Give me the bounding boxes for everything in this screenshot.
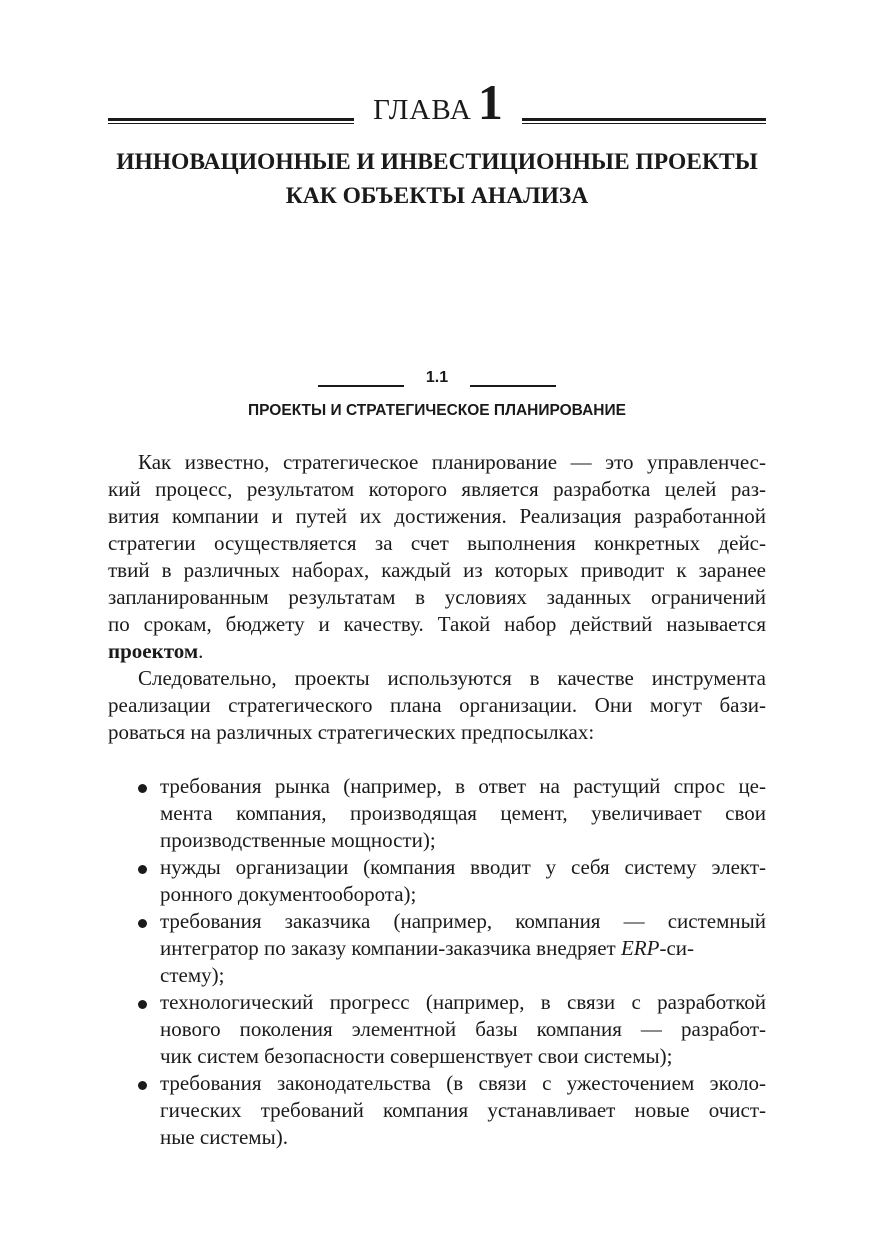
chapter-title (108, 145, 766, 213)
paragraph-line: Как известно, стратегическое планирование — это управленчес- (138, 450, 766, 474)
section-rule-left (318, 385, 404, 387)
list-item-line: ронного документооборота); (160, 882, 417, 906)
list-item-line: нужды организации (компания вводит у себя систему элект- (160, 855, 766, 879)
paragraph-line: кий процесс, результатом которого является разработка целей раз- (108, 477, 766, 501)
list-item-text: интегратор по заказу компании-заказчика внедряет (160, 936, 621, 960)
chapter-rule-right (522, 118, 766, 124)
chapter-number: 1 (477, 74, 503, 130)
paragraph-line (108, 638, 766, 665)
list-item-line: чик систем безопасности совершенствует свои системы); (160, 1044, 673, 1068)
paragraph-line: запланированным результатам в условиях заданных ограничений (108, 585, 766, 609)
list-item-line: требования рынка (например, в ответ на растущий спрос це- (160, 774, 766, 798)
term-project: проектом (108, 639, 199, 663)
section-header (318, 369, 556, 393)
erp-term: ERP (620, 936, 660, 960)
list-item-line: требования заказчика (например, компания — системный (160, 909, 766, 933)
paragraph-line: стратегии осуществляется за счет выполнения конкретных дейс- (108, 531, 766, 555)
term-period: . (198, 639, 204, 663)
list-item-line: ные системы). (160, 1125, 288, 1149)
paragraph-line: по срокам, бюджету и качеству. Такой набор действий называется (108, 612, 766, 636)
list-item-line: мента компания, производящая цемент, увеличивает свои (160, 801, 766, 825)
section-rule-right (470, 385, 556, 387)
bullet-dot (138, 865, 147, 874)
chapter-label (370, 74, 506, 130)
paragraph-line: вития компании и путей их достижения. Реализация разработанной (108, 504, 766, 528)
list-item-line: стему); (160, 963, 225, 987)
list-item-line: нового поколения элементной базы компания — разработ- (160, 1017, 766, 1041)
chapter-title-line: КАК ОБЪЕКТЫ АНАЛИЗА (285, 183, 589, 209)
list-item-line: требования законодательства (в связи с ужесточением эколо- (160, 1071, 766, 1095)
section-title: ПРОЕКТЫ И СТРАТЕГИЧЕСКОЕ ПЛАНИРОВАНИЕ (248, 402, 626, 419)
chapter-header (108, 74, 766, 132)
bullet-dot (138, 1000, 147, 1009)
paragraph-line: Следовательно, проекты используются в качестве инструмента (138, 666, 766, 690)
paragraph-line: твий в различных наборах, каждый из которых приводит к заранее (108, 558, 766, 582)
list-item-line: технологический прогресс (например, в связи с разработкой (160, 990, 766, 1014)
list-item-line: производственные мощности); (160, 828, 436, 852)
list-item-line (160, 935, 766, 962)
paragraph-line: роваться на различных стратегических предпосылках: (108, 720, 595, 744)
bullet-dot (138, 1081, 147, 1090)
bullet-dot (138, 919, 147, 928)
section-number: 1.1 (425, 369, 449, 386)
bullet-dot (138, 784, 147, 793)
chapter-word: ГЛАВА (373, 94, 472, 126)
list-item-line: гических требований компания устанавливает новые очист- (160, 1098, 766, 1122)
list-item-text: -си- (659, 936, 694, 960)
paragraph-line: реализации стратегического плана организации. Они могут бази- (108, 693, 766, 717)
chapter-rule-left (108, 118, 354, 124)
chapter-title-line: ИННОВАЦИОННЫЕ И ИНВЕСТИЦИОННЫЕ ПРОЕКТЫ (116, 149, 758, 175)
